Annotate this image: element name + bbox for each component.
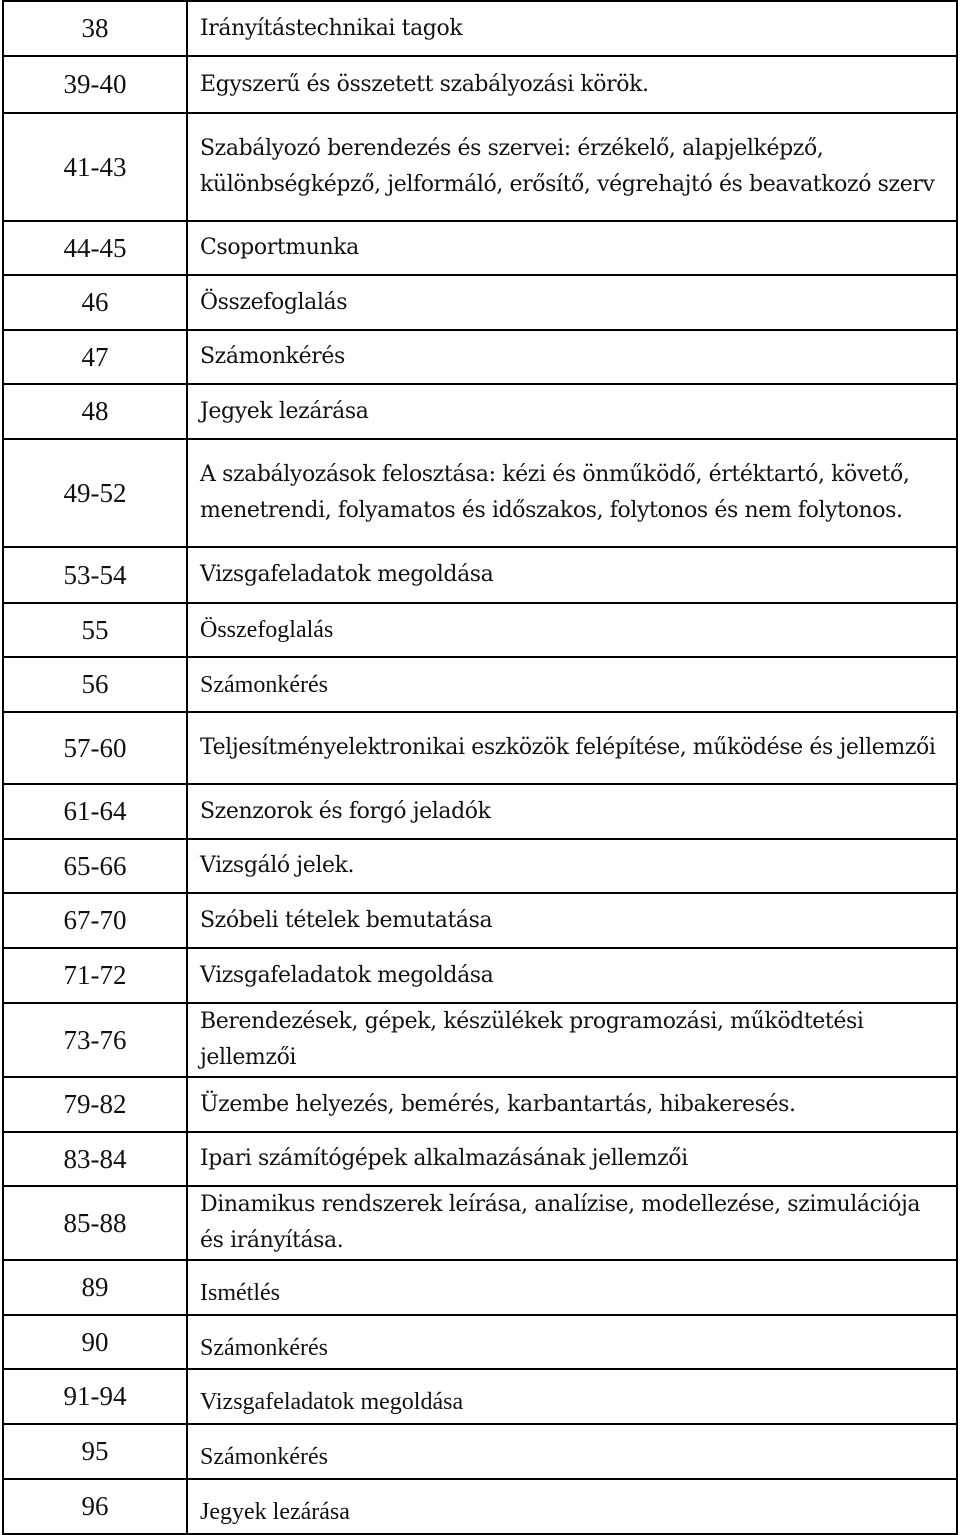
hours-cell: 91-94 (3, 1369, 187, 1424)
hours-cell: 44-45 (3, 221, 187, 275)
topic-cell: Üzembe helyezés, bemérés, karbantartás, hibakeresés. (187, 1077, 957, 1132)
hours-cell: 57-60 (3, 712, 187, 784)
table-row (3, 330, 957, 384)
topic-cell: Jegyek lezárása (187, 1479, 957, 1534)
topic-cell: A szabályozások felosztása: kézi és önműködő, értéktartó, követő, menetrendi, folyamatos és időszakos, folytonos és nem folytonos. (187, 439, 957, 547)
hours-cell: 79-82 (3, 1077, 187, 1132)
topic-cell: Ismétlés (187, 1260, 957, 1315)
topic-cell: Szabályozó berendezés és szervei: érzékelő, alapjelképző, különbségképző, jelformáló, erősítő, végrehajtó és beavatkozó szerv (187, 113, 957, 221)
hours-cell: 39-40 (3, 56, 187, 113)
table-row (3, 1315, 957, 1369)
table-row (3, 784, 957, 839)
table-row (3, 1132, 957, 1186)
table-row (3, 712, 957, 784)
hours-cell: 48 (3, 384, 187, 439)
table-row (3, 1, 957, 56)
hours-cell: 38 (3, 1, 187, 56)
table-row (3, 384, 957, 439)
hours-cell: 46 (3, 275, 187, 330)
syllabus-table (2, 0, 958, 1535)
table-row (3, 1479, 957, 1534)
topic-cell: Vizsgafeladatok megoldása (187, 547, 957, 603)
table-row (3, 657, 957, 712)
hours-cell: 89 (3, 1260, 187, 1315)
topic-cell: Ipari számítógépek alkalmazásának jellemzői (187, 1132, 957, 1186)
topic-cell: Szenzorok és forgó jeladók (187, 784, 957, 839)
hours-cell: 73-76 (3, 1003, 187, 1077)
topic-cell: Jegyek lezárása (187, 384, 957, 439)
table-row (3, 56, 957, 113)
topic-cell: Számonkérés (187, 1315, 957, 1369)
table-row (3, 547, 957, 603)
topic-cell: Dinamikus rendszerek leírása, analízise, modellezése, szimulációja és irányítása. (187, 1186, 957, 1260)
hours-cell: 53-54 (3, 547, 187, 603)
table-row (3, 948, 957, 1003)
hours-cell: 49-52 (3, 439, 187, 547)
hours-cell: 95 (3, 1424, 187, 1479)
table-row (3, 275, 957, 330)
topic-cell: Vizsgafeladatok megoldása (187, 1369, 957, 1424)
table-row (3, 1424, 957, 1479)
hours-cell: 41-43 (3, 113, 187, 221)
topic-cell: Szóbeli tételek bemutatása (187, 893, 957, 948)
topic-cell: Egyszerű és összetett szabályozási körök. (187, 56, 957, 113)
topic-cell: Összefoglalás (187, 275, 957, 330)
topic-cell: Berendezések, gépek, készülékek programozási, működtetési jellemzői (187, 1003, 957, 1077)
table-row (3, 603, 957, 657)
table-row (3, 1369, 957, 1424)
hours-cell: 56 (3, 657, 187, 712)
table-row (3, 1260, 957, 1315)
table-row (3, 221, 957, 275)
hours-cell: 85-88 (3, 1186, 187, 1260)
hours-cell: 61-64 (3, 784, 187, 839)
hours-cell: 55 (3, 603, 187, 657)
hours-cell: 96 (3, 1479, 187, 1534)
hours-cell: 67-70 (3, 893, 187, 948)
topic-cell: Teljesítményelektronikai eszközök felépítése, működése és jellemzői (187, 712, 957, 784)
topic-cell: Csoportmunka (187, 221, 957, 275)
topic-cell: Számonkérés (187, 330, 957, 384)
hours-cell: 83-84 (3, 1132, 187, 1186)
table-row (3, 1003, 957, 1077)
table-row (3, 439, 957, 547)
topic-cell: Irányítástechnikai tagok (187, 1, 957, 56)
table-row (3, 1186, 957, 1260)
table-row (3, 893, 957, 948)
topic-cell: Összefoglalás (187, 603, 957, 657)
hours-cell: 90 (3, 1315, 187, 1369)
topic-cell: Számonkérés (187, 657, 957, 712)
table-row (3, 839, 957, 893)
hours-cell: 65-66 (3, 839, 187, 893)
hours-cell: 71-72 (3, 948, 187, 1003)
topic-cell: Számonkérés (187, 1424, 957, 1479)
table-row (3, 113, 957, 221)
topic-cell: Vizsgáló jelek. (187, 839, 957, 893)
topic-cell: Vizsgafeladatok megoldása (187, 948, 957, 1003)
table-row (3, 1077, 957, 1132)
hours-cell: 47 (3, 330, 187, 384)
